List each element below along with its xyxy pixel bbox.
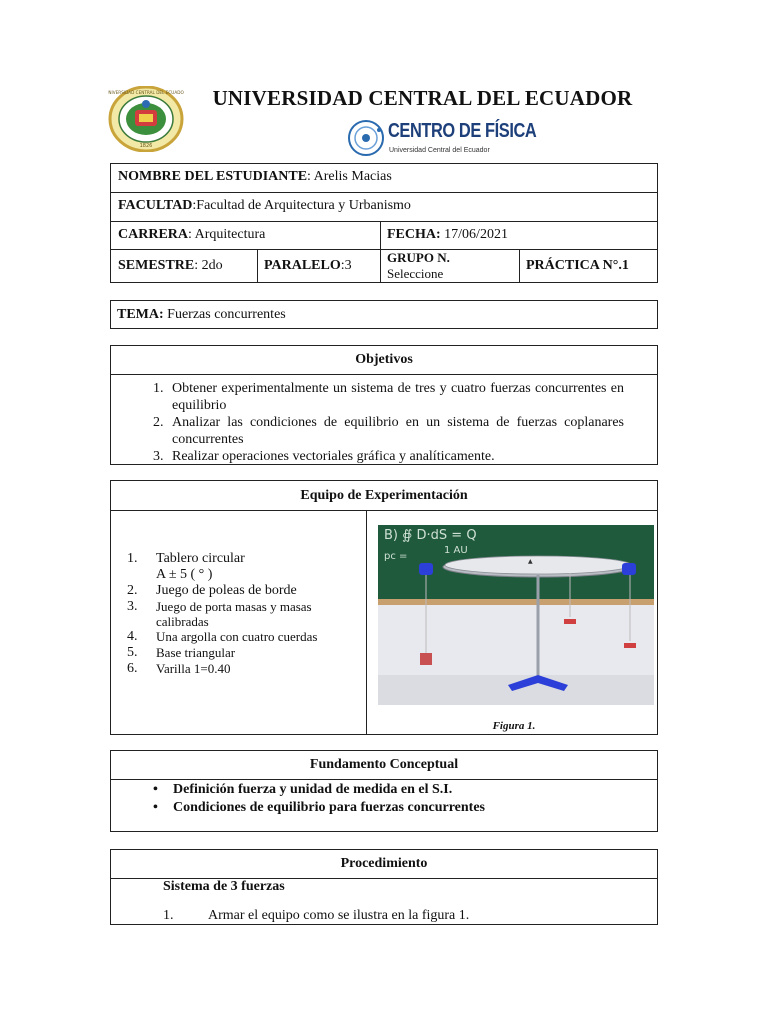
student-name-value: : Arelis Macias — [307, 169, 392, 184]
board-formula: B) ∯ D·dS = Q — [384, 528, 477, 543]
board-formula3: pc = — [384, 551, 408, 562]
fundamentals-box — [110, 750, 658, 832]
experiment-figure-image — [378, 525, 654, 705]
centro-fisica-title: CENTRO DE FÍSICA — [388, 120, 537, 142]
board-formula2: 1 AU — [444, 545, 468, 556]
equipment-item: 1. Tablero circular — [127, 551, 245, 566]
career-value: : Arquitectura — [188, 227, 266, 242]
seal-year: 1826 — [139, 143, 153, 149]
faculty-label: FACULTAD — [118, 198, 193, 213]
parallel-cell — [264, 258, 352, 274]
semester-value: : 2do — [194, 258, 223, 273]
career-cell — [118, 227, 265, 243]
topic-label: TEMA: — [117, 307, 164, 322]
practice-cell: PRÁCTICA N°.1 — [526, 258, 629, 273]
topic-value: Fuerzas concurrentes — [163, 307, 286, 322]
student-name-row — [118, 169, 392, 185]
equipment-list — [127, 551, 357, 677]
university-title: UNIVERSIDAD CENTRAL DEL ECUADOR — [212, 86, 633, 110]
equipment-item: 2. Juego de poleas de borde — [127, 583, 297, 598]
objective-item: 3. Realizar operaciones vectoriales gráfica y analíticamente. — [153, 449, 495, 464]
equipment-item: 6. Varilla 1=0.40 — [127, 661, 231, 676]
group-select[interactable]: Seleccione — [387, 266, 444, 281]
date-cell — [387, 227, 508, 243]
topic-box — [110, 300, 658, 329]
student-name-label: NOMBRE DEL ESTUDIANTE — [118, 169, 308, 184]
objective-item: 1. Obtener experimentalmente un sistema de tres y cuatro fuerzas concurrentes en equilibrio — [153, 381, 624, 413]
fundamentals-title: Fundamento Conceptual — [309, 757, 459, 772]
svg-text:▲: ▲ — [528, 558, 533, 565]
group-label: GRUPO N. — [387, 250, 450, 265]
objective-item: 2. Analizar las condiciones de equilibrio en un sistema de fuerzas coplanares concurrentes — [153, 415, 624, 447]
faculty-row — [118, 198, 411, 214]
date-label: FECHA: — [387, 227, 441, 242]
seal-ring-text: UNIVERSIDAD CENTRAL DEL ECUADOR — [108, 90, 184, 95]
fundamentals-item: • Condiciones de equilibrio para fuerzas concurrentes — [153, 800, 486, 815]
figure-caption: Figura 1. — [492, 720, 536, 732]
procedure-subtitle: Sistema de 3 fuerzas — [163, 879, 285, 894]
date-value: 17/06/2021 — [440, 227, 508, 242]
procedure-step — [163, 908, 469, 924]
fundamentals-list — [153, 781, 485, 817]
objectives-box — [110, 345, 658, 465]
atom-icon — [346, 118, 386, 158]
objectives-title: Objetivos — [355, 352, 413, 367]
equipment-box — [110, 480, 658, 735]
parallel-value: :3 — [340, 258, 352, 273]
parallel-label: PARALELO — [264, 258, 341, 273]
career-label: CARRERA — [118, 227, 188, 242]
procedure-title: Procedimiento — [340, 856, 428, 871]
equipment-item: 5. Base triangular — [127, 645, 236, 660]
equipment-item: 3. Juego de porta masas y masas calibradas — [127, 599, 312, 629]
equipment-title: Equipo de Experimentación — [300, 488, 468, 503]
semester-cell — [118, 258, 223, 274]
equipment-item: 4. Una argolla con cuatro cuerdas — [127, 629, 318, 644]
student-info-table — [110, 163, 658, 283]
centro-fisica-logo — [346, 118, 537, 158]
objectives-list — [153, 380, 624, 465]
faculty-value: :Facultad de Arquitectura y Urbanismo — [192, 198, 411, 213]
centro-fisica-subtitle: Universidad Central del Ecuador — [389, 147, 490, 154]
procedure-step-number: 1. — [163, 908, 174, 923]
fundamentals-item: • Definición fuerza y unidad de medida en el S.I. — [153, 782, 453, 797]
procedure-box — [110, 849, 658, 925]
equipment-subitem: A ± 5 ( ° ) — [156, 567, 213, 582]
semester-label: SEMESTRE — [118, 258, 195, 273]
group-cell — [387, 250, 450, 282]
procedure-step-text: Armar el equipo como se ilustra en la figura 1. — [208, 908, 470, 923]
